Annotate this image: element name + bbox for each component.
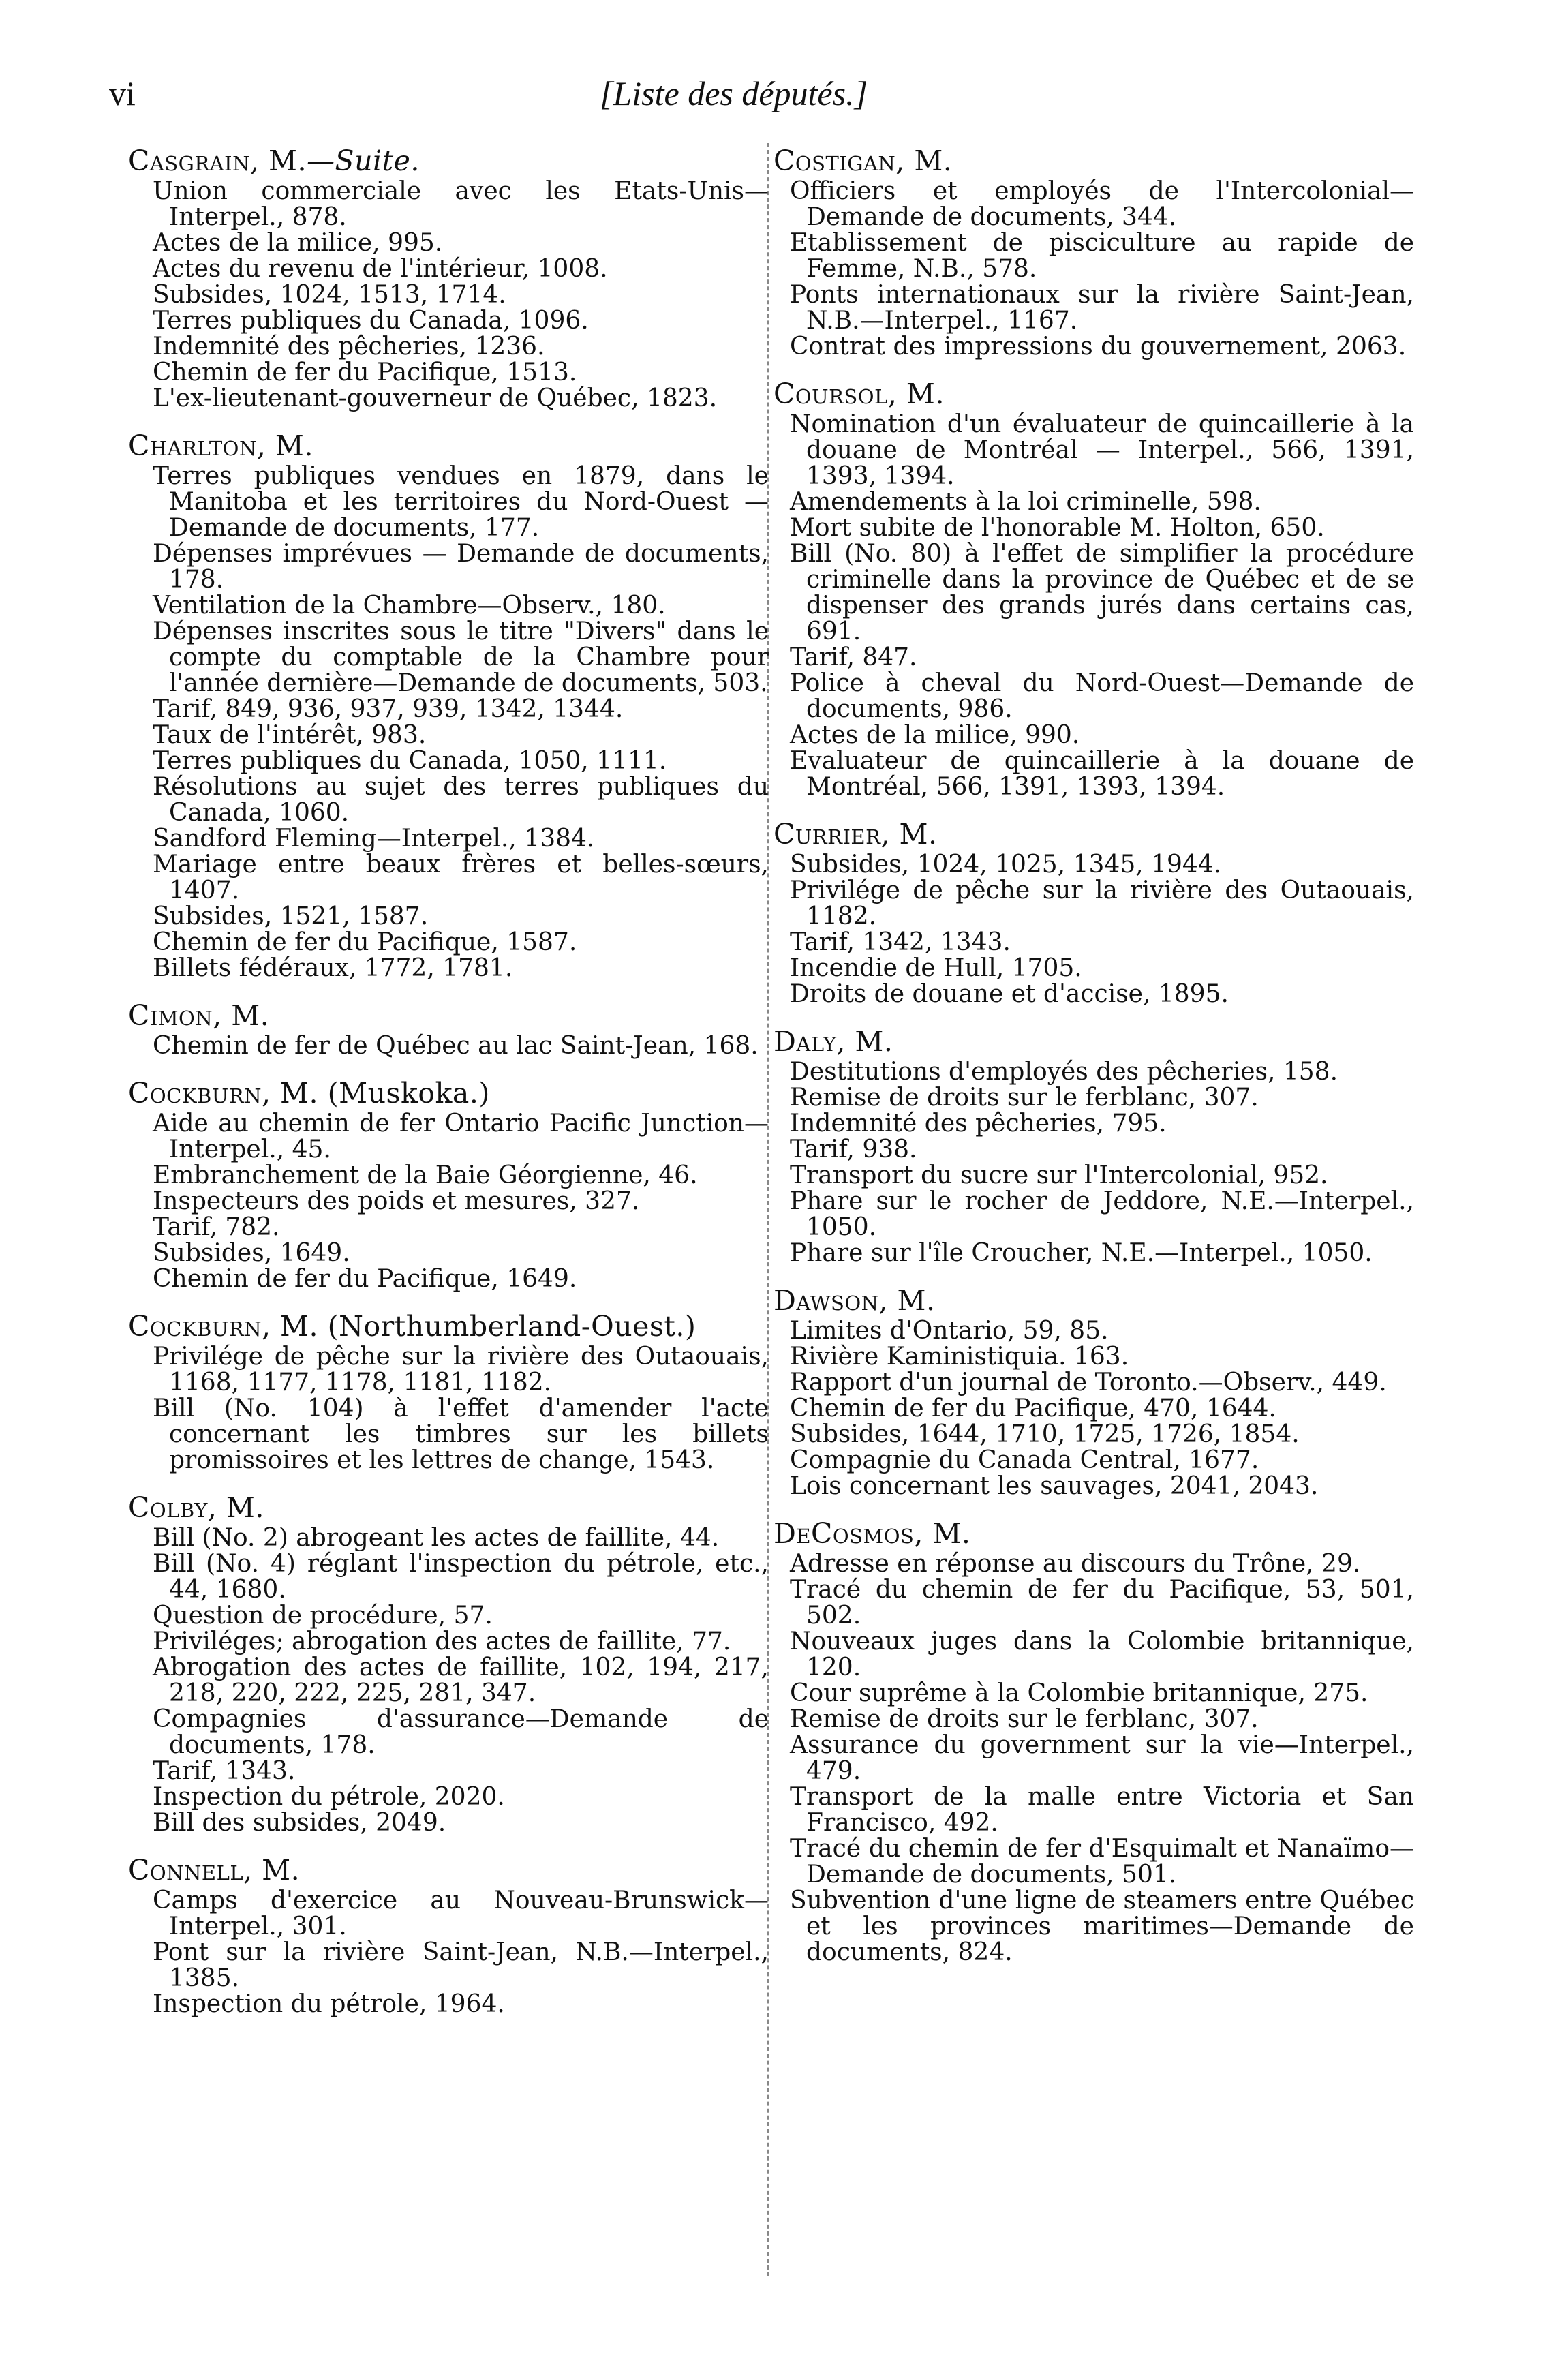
index-entry: Remise de droits sur le ferblanc, 307. <box>790 1705 1259 1733</box>
index-entry: Indemnité des pêcheries, 1236. <box>153 333 545 361</box>
index-entry: Subsides, 1649. <box>153 1239 350 1267</box>
deputy-section <box>128 998 769 1059</box>
index-entry: Inspecteurs des poids et mesures, 327. <box>153 1187 640 1215</box>
deputy-name <box>128 998 769 1033</box>
deputy-name <box>773 1283 1414 1318</box>
index-entry: Résolutions au sujet des terres publiques du Canada, 1060. <box>153 773 769 827</box>
index-entry: Evaluateur de quincaillerie à la douane de Montréal, 566, 1391, 1393, 1394. <box>790 747 1414 801</box>
index-entry: Subsides, 1024, 1025, 1345, 1944. <box>790 851 1222 879</box>
index-entry: Pont sur la rivière Saint-Jean, N.B.—Interpel., 1385. <box>153 1938 769 1992</box>
deputy-section <box>773 143 1414 360</box>
index-entry: Bill des subsides, 2049. <box>153 1809 446 1837</box>
deputy-name <box>128 1309 769 1344</box>
deputy-name <box>773 143 1414 179</box>
deputy-section <box>773 1024 1414 1266</box>
index-entry: Aide au chemin de fer Ontario Pacific Junction—Interpel., 45. <box>153 1110 769 1163</box>
index-entry: Officiers et employés de l'Intercolonial—Demande de documents, 344. <box>790 177 1414 231</box>
index-entry: Chemin de fer du Pacifique, 1649. <box>153 1265 577 1293</box>
deputy-name-text: Casgrain, M. <box>128 144 307 177</box>
index-entry: Actes du revenu de l'intérieur, 1008. <box>153 255 608 283</box>
index-entry: Tracé du chemin de fer du Pacifique, 53, 501, 502. <box>790 1576 1414 1630</box>
index-entry: Privilége de pêche sur la rivière des Outaouais, 1168, 1177, 1178, 1181, 1182. <box>153 1343 769 1397</box>
deputy-name-text: Charlton, M. <box>128 429 313 462</box>
deputy-section <box>773 376 1414 800</box>
deputy-section <box>128 428 769 981</box>
index-entry: Privilége de pêche sur la rivière des Outaouais, 1182. <box>790 876 1414 930</box>
index-entry: Actes de la milice, 995. <box>153 229 443 257</box>
index-entry: Tarif, 1342, 1343. <box>790 928 1011 956</box>
deputy-section <box>128 1852 769 2017</box>
deputy-name <box>128 428 769 463</box>
deputy-name <box>773 376 1414 412</box>
running-head: [Liste des députés.] <box>600 74 868 112</box>
deputy-name <box>773 817 1414 852</box>
index-entry: Tarif, 782. <box>153 1213 280 1241</box>
index-entry: Bill (No. 104) à l'effet d'amender l'acte concernant les timbres sur les billets promissoires et les lettres de change, 1543. <box>153 1394 769 1474</box>
deputy-name-text: DeCosmos, M. <box>773 1517 971 1550</box>
index-entry: Contrat des impressions du gouvernement, 2063. <box>790 333 1407 361</box>
continuation-note: —Suite. <box>307 144 420 177</box>
index-entry: Phare sur le rocher de Jeddore, N.E.—Interpel., 1050. <box>790 1187 1414 1241</box>
index-entry: Chemin de fer du Pacifique, 1587. <box>153 928 577 956</box>
page-number: vi <box>109 74 136 112</box>
index-entry: Terres publiques du Canada, 1096. <box>153 307 589 335</box>
index-entry: Mariage entre beaux frères et belles-sœurs, 1407. <box>153 851 769 904</box>
index-entry: Chemin de fer de Québec au lac Saint-Jean, 168. <box>153 1032 759 1060</box>
index-entry: Inspection du pétrole, 2020. <box>153 1783 505 1811</box>
index-entry: L'ex-lieutenant-gouverneur de Québec, 1823. <box>153 384 718 412</box>
deputy-name <box>128 1852 769 1888</box>
index-entry: Abrogation des actes de faillite, 102, 194, 217, 218, 220, 222, 225, 281, 347. <box>153 1653 769 1707</box>
index-entry: Chemin de fer du Pacifique, 1513. <box>153 358 577 386</box>
index-entry: Rivière Kaministiquia. 163. <box>790 1343 1129 1371</box>
index-entry: Embranchement de la Baie Géorgienne, 46. <box>153 1161 698 1189</box>
index-entry: Nomination d'un évaluateur de quincaillerie à la douane de Montréal — Interpel., 566, 1391, 1393, 1394. <box>790 410 1414 490</box>
deputy-section <box>128 1309 769 1474</box>
index-entry: Compagnie du Canada Central, 1677. <box>790 1446 1259 1474</box>
index-entry: Chemin de fer du Pacifique, 470, 1644. <box>790 1394 1276 1422</box>
index-entry: Subsides, 1644, 1710, 1725, 1726, 1854. <box>790 1420 1300 1448</box>
index-entry: Lois concernant les sauvages, 2041, 2043. <box>790 1472 1319 1500</box>
deputy-name-text: Dawson, M. <box>773 1284 936 1317</box>
index-entry: Compagnies d'assurance—Demande de documents, 178. <box>153 1705 769 1759</box>
index-entry: Sandford Fleming—Interpel., 1384. <box>153 825 595 853</box>
index-entry: Destitutions d'employés des pêcheries, 158. <box>790 1058 1338 1086</box>
index-entry: Nouveaux juges dans la Colombie britannique, 120. <box>790 1628 1414 1681</box>
index-entry: Bill (No. 2) abrogeant les actes de faillite, 44. <box>153 1524 720 1552</box>
deputy-name <box>128 1490 769 1525</box>
deputy-name-text: Coursol, M. <box>773 378 945 410</box>
index-entry: Inspection du pétrole, 1964. <box>153 1990 505 2018</box>
index-entry: Actes de la milice, 990. <box>790 721 1080 749</box>
deputy-name <box>773 1516 1414 1551</box>
index-entry: Taux de l'intérêt, 983. <box>153 721 427 749</box>
index-entry: Subsides, 1521, 1587. <box>153 902 429 930</box>
index-entry: Bill (No. 4) réglant l'inspection du pétrole, etc., 44, 1680. <box>153 1550 769 1604</box>
deputy-section <box>773 1516 1414 1966</box>
index-entry: Etablissement de pisciculture au rapide de Femme, N.B., 578. <box>790 229 1414 283</box>
deputy-name-text: Daly, M. <box>773 1025 893 1058</box>
index-entry: Police à cheval du Nord-Ouest—Demande de documents, 986. <box>790 669 1414 723</box>
index-entry: Adresse en réponse au discours du Trône, 29. <box>790 1550 1361 1578</box>
deputy-name <box>128 1075 769 1111</box>
index-entry: Mort subite de l'honorable M. Holton, 650. <box>790 514 1325 542</box>
index-entry: Incendie de Hull, 1705. <box>790 954 1082 982</box>
index-entry: Camps d'exercice au Nouveau-Brunswick—Interpel., 301. <box>153 1887 769 1940</box>
index-entry: Terres publiques vendues en 1879, dans le Manitoba et les territoires du Nord-Ouest —Demande de documents, 177. <box>153 462 769 542</box>
index-entry: Dépenses imprévues — Demande de documents, 178. <box>153 540 769 594</box>
deputy-name-text: Costigan, M. <box>773 144 953 177</box>
index-entry: Phare sur l'île Croucher, N.E.—Interpel., 1050. <box>790 1239 1373 1267</box>
index-entry: Cour suprême à la Colombie britannique, 275. <box>790 1679 1368 1707</box>
index-entry: Tracé du chemin de fer d'Esquimalt et Nanaïmo—Demande de documents, 501. <box>790 1835 1414 1889</box>
deputy-section <box>128 1075 769 1292</box>
deputy-section <box>773 1283 1414 1499</box>
deputy-name <box>773 1024 1414 1059</box>
index-entry: Terres publiques du Canada, 1050, 1111. <box>153 747 667 775</box>
deputy-name-text: Cimon, M. <box>128 999 270 1032</box>
deputy-section <box>128 143 769 412</box>
index-entry: Amendements à la loi criminelle, 598. <box>790 488 1261 516</box>
index-entry: Subvention d'une ligne de steamers entre Québec et les provinces maritimes—Demande de documents, 824. <box>790 1887 1414 1966</box>
left-column <box>128 143 769 2017</box>
deputy-name-text: Connell, M. <box>128 1854 301 1887</box>
deputy-name-text: Currier, M. <box>773 818 938 851</box>
index-entry: Subsides, 1024, 1513, 1714. <box>153 281 506 309</box>
riding-name: (Muskoka.) <box>327 1077 490 1110</box>
index-entry: Assurance du government sur la vie—Interpel., 479. <box>790 1731 1414 1785</box>
deputy-section <box>773 817 1414 1007</box>
deputy-name-text: Cockburn, M. <box>128 1310 319 1343</box>
index-entry: Remise de droits sur le ferblanc, 307. <box>790 1084 1259 1112</box>
index-entry: Dépenses inscrites sous le titre "Divers" dans le compte du comptable de la Chambre pour l'année dernière—Demande de documents, 503. <box>153 617 769 697</box>
index-entry: Bill (No. 80) à l'effet de simplifier la procédure criminelle dans la province de Québec et de se dispenser des grands jurés dans certains cas, 691. <box>790 540 1414 645</box>
index-entry: Indemnité des pêcheries, 795. <box>790 1110 1167 1138</box>
index-entry: Question de procédure, 57. <box>153 1602 493 1630</box>
index-entry: Tarif, 847. <box>790 643 917 671</box>
index-entry: Limites d'Ontario, 59, 85. <box>790 1317 1109 1345</box>
deputy-name-text: Colby, M. <box>128 1491 264 1524</box>
right-column <box>773 143 1414 1966</box>
index-entry: Tarif, 1343. <box>153 1757 296 1785</box>
index-entry: Droits de douane et d'accise, 1895. <box>790 980 1229 1008</box>
index-entry: Ponts internationaux sur la rivière Saint-Jean, N.B.—Interpel., 1167. <box>790 281 1414 335</box>
index-entry: Priviléges; abrogation des actes de faillite, 77. <box>153 1628 731 1656</box>
deputy-name <box>128 143 769 179</box>
index-entry: Ventilation de la Chambre—Observ., 180. <box>153 592 666 620</box>
deputy-section <box>128 1490 769 1836</box>
index-entry: Tarif, 938. <box>790 1135 917 1163</box>
index-entry: Union commerciale avec les Etats-Unis—Interpel., 878. <box>153 177 769 231</box>
index-entry: Transport de la malle entre Victoria et San Francisco, 492. <box>790 1783 1414 1837</box>
index-entry: Billets fédéraux, 1772, 1781. <box>153 954 513 982</box>
index-entry: Transport du sucre sur l'Intercolonial, 952. <box>790 1161 1328 1189</box>
index-entry: Rapport d'un journal de Toronto.—Observ., 449. <box>790 1369 1387 1397</box>
deputy-name-text: Cockburn, M. <box>128 1077 319 1110</box>
index-entry: Tarif, 849, 936, 937, 939, 1342, 1344. <box>153 695 624 723</box>
riding-name: (Northumberland-Ouest.) <box>327 1310 696 1343</box>
